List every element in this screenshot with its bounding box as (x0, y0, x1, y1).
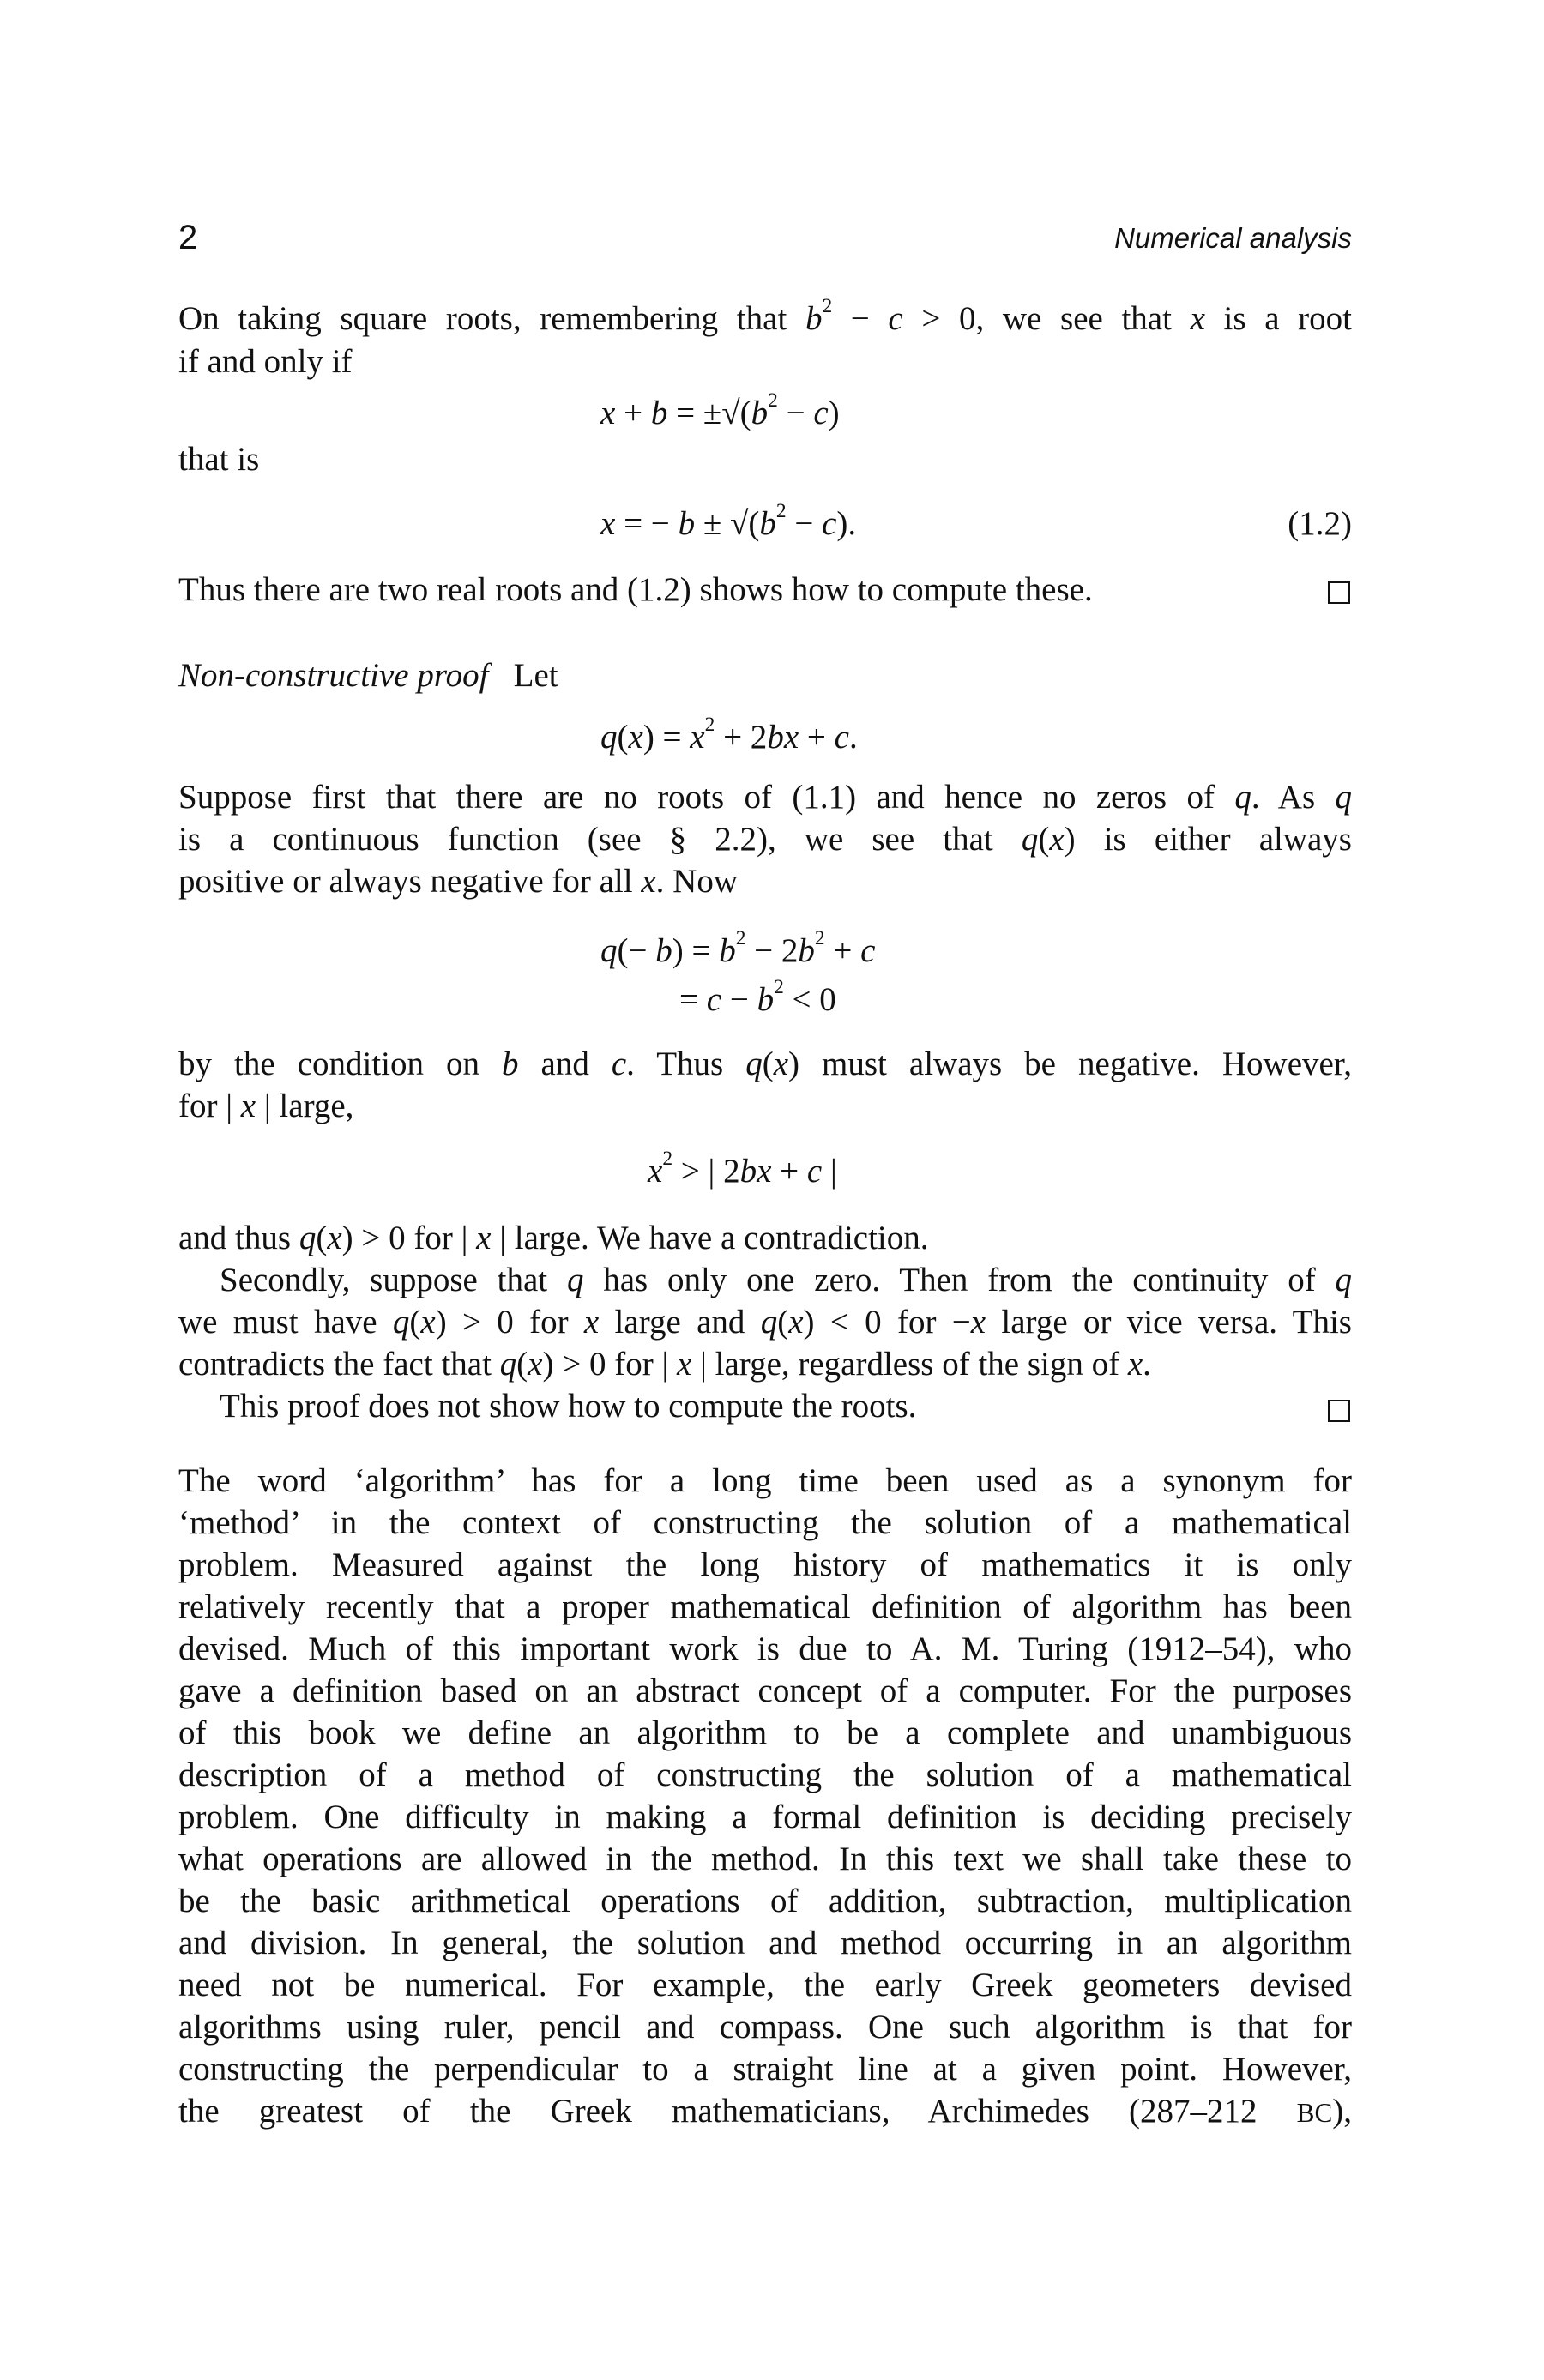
para-line: algorithms using ruler, pencil and compass. One such algorithm is that for (178, 2009, 1352, 2046)
para-line: The word ‘algorithm’ has for a long time been used as a synonym for (178, 1462, 1352, 1499)
para-line: relatively recently that a proper mathematical definition of algorithm has been (178, 1588, 1352, 1625)
text-line: Thus there are two real roots and (1.2) shows how to compute these. (178, 571, 1093, 608)
para-line: what operations are allowed in the method. In this text we shall take these to (178, 1841, 1352, 1877)
qed-box (1328, 1400, 1350, 1422)
para-line: devised. Much of this important work is due to A. M. Turing (1912–54), who (178, 1630, 1352, 1667)
equation: $q(- b) = b^2 - 2b^2 + c$ (600, 927, 876, 969)
qed-box (1328, 581, 1350, 604)
para-line: problem. Measured against the long history of mathematics it is only (178, 1546, 1352, 1583)
para-line: the greatest of the Greek mathematicians, Archimedes (287–212 BC), (178, 2093, 1352, 2130)
para-line: need not be numerical. For example, the early Greek geometers devised (178, 1967, 1352, 2003)
para-line: ‘method’ in the context of constructing the solution of a mathematical (178, 1504, 1352, 1541)
text-line: On taking square roots, remembering that $b^2 - c > 0$, we see that x is a root (178, 295, 1352, 337)
para-line: constructing the perpendicular to a straight line at a given point. However, (178, 2051, 1352, 2088)
text-line: Suppose first that there are no roots of (1.1) and hence no zeros of q. As q (178, 779, 1352, 816)
equation: = $c - b^2 < 0$ (679, 976, 836, 1018)
equation: $x^2$ > | 2bx + c | (648, 1148, 837, 1190)
text-line: and thus q(x) > 0 for | x | large. We have a contradiction. (178, 1220, 929, 1256)
text-line: is a continuous function (see § 2.2), we see that q(x) is either always (178, 821, 1352, 858)
equation-1-2: x = − $b \pm √(b^2 - c)$. (600, 500, 857, 542)
text-line: contradicts the fact that q(x) > 0 for | x | large, regardless of the sign of x. (178, 1346, 1151, 1383)
equation: $q(x) = x^2 + 2bx + c$. (600, 714, 858, 756)
running-title: Numerical analysis (1114, 222, 1352, 254)
text-line: for | x | large, (178, 1088, 354, 1124)
text-line: Secondly, suppose that q has only one zero. Then from the continuity of q (220, 1262, 1353, 1298)
equation: $x + b = \pm√(b^2 - c)$ (600, 389, 840, 431)
text-line: by the condition on b and c. Thus q(x) must always be negative. However, (178, 1045, 1352, 1082)
proof-title: Non-constructive proof (178, 657, 489, 694)
page-header (178, 219, 1352, 262)
para-line: gave a definition based on an abstract concept of a computer. For the purposes (178, 1672, 1352, 1709)
proof-heading: Non-constructive proof Let (178, 657, 558, 694)
text-line: if and only if (178, 343, 353, 380)
para-line: description of a method of constructing the solution of a mathematical (178, 1756, 1352, 1793)
para-line: be the basic arithmetical operations of addition, subtraction, multiplication (178, 1883, 1352, 1919)
page-number: 2 (178, 219, 198, 256)
para-line: problem. One difficulty in making a formal definition is deciding precisely (178, 1799, 1352, 1835)
text-line: positive or always negative for all x. Now (178, 863, 738, 900)
equation-number: (1.2) (1288, 505, 1352, 542)
para-line: and division. In general, the solution and method occurring in an algorithm (178, 1925, 1352, 1961)
text-line: This proof does not show how to compute the roots. (220, 1388, 917, 1425)
para-line: of this book we define an algorithm to be a complete and unambiguous (178, 1714, 1352, 1751)
text-line: that is (178, 441, 260, 478)
text-line: we must have q(x) > 0 for x large and q(x) < 0 for −x large or vice versa. This (178, 1304, 1352, 1341)
